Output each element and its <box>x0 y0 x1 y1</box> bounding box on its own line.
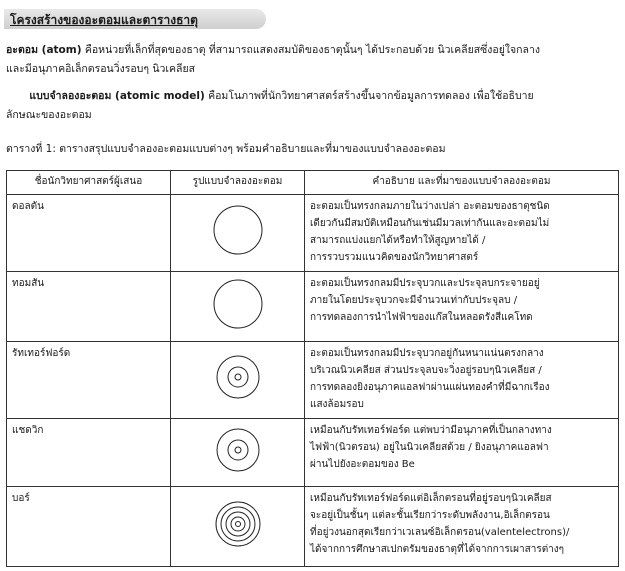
header-scientist: ชื่อนักวิทยาศาสตร์ผู้เสนอ <box>7 171 171 195</box>
description-line: การทดลองยิงอนุภาคแอลฟาผ่านแผ่นทองคำที่มีฉากเรือง <box>310 382 550 393</box>
table-row <box>7 342 619 419</box>
description-line: ไฟฟ้า(นิวตรอน) อยู่ในนิวเคลียสด้วย / ยิงอนุภาคแอลฟา <box>310 442 549 453</box>
description-line: การรวบรวมแนวคิดของนักวิทยาศาสตร์ <box>310 252 479 263</box>
solid-sphere-model-icon <box>208 200 268 260</box>
atom-definition-line-1 <box>6 41 618 60</box>
description-line: เหมือนกับรัทเทอร์ฟอร์ด แต่พบว่ามีอนุภาคที่เป็นกลางทาง <box>310 425 552 436</box>
atom-definition-paragraph <box>6 41 618 79</box>
table-row <box>7 487 619 567</box>
description-line: ที่อยู่วงนอกสุดเรียกว่าเวเลนซ์อิเล็กตรอน(valentelectrons)/ <box>310 527 570 538</box>
description-line: บริเวณนิวเคลียส ส่วนประจุลบจะวิ่งอยู่รอบๆนิวเคลียส / <box>310 365 542 376</box>
page-title: โครงสร้างของอะตอมและตารางธาตุ <box>10 13 198 27</box>
description-line: อะตอมเป็นทรงกลมมีประจุบวกอยู่กันหนาแน่นตรงกลาง <box>310 348 544 359</box>
description-line: ผ่านไปยังอะตอมของ Be <box>310 459 415 470</box>
atom-term: อะตอม (atom) <box>6 44 82 56</box>
description-line: ได้จากการศึกษาสเปกตรัมของธาตุที่ได้จากการเผาสารต่างๆ <box>310 544 565 555</box>
atomic-model-term: แบบจำลองอะตอม (atomic model) <box>29 90 205 102</box>
atomic-model-text: คือมโนภาพที่นักวิทยาศาสตร์สร้างขึ้นจากข้อมูลการทดลอง เพื่อใช้อธิบาย <box>204 90 534 102</box>
nuclear-model-icon <box>208 347 268 407</box>
description-line: อะตอมเป็นทรงกลมมีประจุบวกและประจุลบกระจายอยู่ <box>310 278 540 289</box>
bohr-model-icon <box>208 494 268 554</box>
table-caption: ตารางที่ 1: ตารางสรุปแบบจำลองอะตอมแบบต่างๆ พร้อมคำอธิบายและที่มาของแบบจำลองอะตอม <box>6 143 446 155</box>
table-row <box>7 195 619 272</box>
description-line: อะตอมเป็นทรงกลมภายในว่างเปล่า อะตอมของธาตุชนิด <box>310 201 550 212</box>
atomic-model-line-1 <box>6 87 618 106</box>
scientist-name: ดอลตัน <box>7 195 171 272</box>
table-header-row <box>7 171 619 195</box>
scientist-name: บอร์ <box>7 487 171 567</box>
header-description: คำอธิบาย และที่มาของแบบจำลองอะตอม <box>305 171 619 195</box>
plum-pudding-model-icon <box>208 274 268 334</box>
description-line: เหมือนกับรัทเทอร์ฟอร์ดแต่อิเล็กตรอนที่อยู่รอบๆนิวเคลียส <box>310 493 552 504</box>
table-row <box>7 419 619 487</box>
scientist-name: รัทเทอร์ฟอร์ด <box>7 342 171 419</box>
description-line: จะอยู่เป็นชั้นๆ แต่ละชั้นเรียกว่าระดับพลังงาน,อิเล็กตรอน <box>310 510 550 521</box>
description-line: ภายในโดยประจุบวกจะมีจำนวนเท่ากับประจุลบ / <box>310 295 518 306</box>
atom-definition-line-2: และมีอนุภาคอิเล็กตรอนวิ่งรอบๆ นิวเคลียส <box>6 63 196 75</box>
neutron-model-icon <box>208 420 268 480</box>
description-line: การทดลองการนำไฟฟ้าของแก๊สในหลอดรังสีแคโทด <box>310 312 533 323</box>
description-line: สามารถแบ่งแยกได้หรือทำให้สูญหายได้ / <box>310 235 486 246</box>
header-model: รูปแบบจำลองอะตอม <box>171 171 305 195</box>
atomic-model-paragraph <box>6 87 618 125</box>
atomic-models-table <box>6 170 619 567</box>
table-row <box>7 272 619 342</box>
description-line: เดียวกันมีสมบัติเหมือนกันเช่นมีมวลเท่ากันและอะตอมไม่ <box>310 218 550 229</box>
description-line: แสงล้อมรอบ <box>310 399 364 410</box>
atom-definition-text: คือหน่วยที่เล็กที่สุดของธาตุ ที่สามารถแสดงสมบัติของธาตุนั้นๆ ได้ประกอบด้วย นิวเคลียสซึ่งอยู่ใจกลาง <box>81 44 540 56</box>
atomic-model-line-2: ลักษณะของอะตอม <box>6 109 92 121</box>
scientist-name: ทอมสัน <box>7 272 171 342</box>
scientist-name: แชดวิก <box>7 419 171 487</box>
